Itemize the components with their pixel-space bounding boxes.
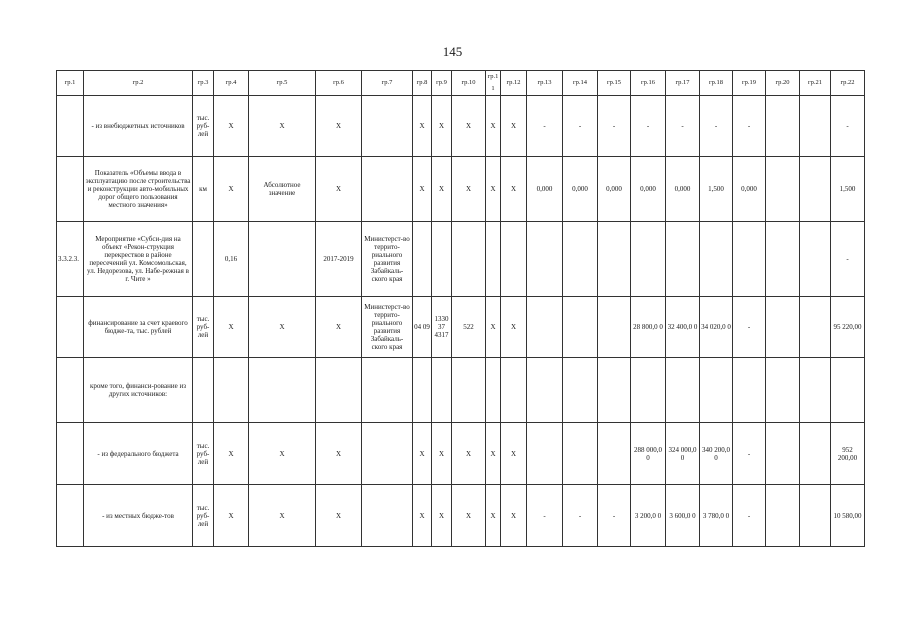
table-cell [362,485,413,547]
table-cell: X [249,96,316,157]
table-cell [563,222,598,297]
table-cell: X [432,157,452,222]
table-cell: X [214,297,249,358]
table-cell: - из федерального бюджета [84,423,193,485]
column-header: гр.2 [84,71,193,96]
table-cell [766,222,800,297]
table-cell: X [316,485,362,547]
table-cell: X [501,96,527,157]
header-row [57,71,865,96]
table-cell: - [563,96,598,157]
table-cell: Абсолютное значение [249,157,316,222]
table-cell: X [486,157,501,222]
table-cell: 0,000 [598,157,631,222]
table-cell [249,222,316,297]
column-header: гр.11 [486,71,501,96]
table-cell: 3 600,0 0 [666,485,700,547]
table-cell: - [733,485,766,547]
table-cell: 288 000,0 0 [631,423,666,485]
table-cell: 952 200,00 [831,423,865,485]
table-cell [193,222,214,297]
column-header: гр.1 [57,71,84,96]
table-cell [249,358,316,423]
table-cell: тыс. руб-лей [193,297,214,358]
table-cell [831,358,865,423]
table-cell [452,358,486,423]
table-cell [432,222,452,297]
table-cell: 3 200,0 0 [631,485,666,547]
table-cell: 340 200,0 0 [700,423,733,485]
table-cell: тыс. руб-лей [193,96,214,157]
table-cell [501,358,527,423]
table-cell: 0,000 [563,157,598,222]
table-cell: км [193,157,214,222]
table-row [57,358,865,423]
table-cell: финансирование за счет краевого бюдже-та, тыс. рублей [84,297,193,358]
table-cell: 1,500 [700,157,733,222]
table-cell: X [432,485,452,547]
table-cell: X [413,423,432,485]
table-cell: X [413,157,432,222]
table-cell [57,96,84,157]
table-cell: 34 020,0 0 [700,297,733,358]
table-cell: Министерст-во террито-риального развития Забайкаль-ского края [362,297,413,358]
table-cell: - [733,423,766,485]
table-cell: Показатель «Объемы ввода в эксплуатацию после строительства и реконструкции авто-мобильных дорог общего пользования местного значения» [84,157,193,222]
table-cell: 0,000 [527,157,563,222]
table-row [57,297,865,358]
table-cell: X [432,96,452,157]
table-cell: Министерст-во террито-риального развития Забайкаль-ского края [362,222,413,297]
table-row [57,157,865,222]
table-cell: - [666,96,700,157]
table-cell: 95 220,00 [831,297,865,358]
table-cell: - [598,485,631,547]
table-cell: X [249,297,316,358]
table-cell [527,358,563,423]
table-cell: - [733,96,766,157]
column-header: гр.6 [316,71,362,96]
table-cell: 32 400,0 0 [666,297,700,358]
column-header: гр.17 [666,71,700,96]
table-cell: X [486,485,501,547]
table-cell: - [527,485,563,547]
table-cell: X [486,297,501,358]
table-cell: тыс. руб-лей [193,423,214,485]
column-header: гр.21 [800,71,831,96]
table-cell [57,485,84,547]
column-header: гр.16 [631,71,666,96]
table-cell: - [563,485,598,547]
table-cell [766,358,800,423]
column-header: гр.15 [598,71,631,96]
column-header: гр.18 [700,71,733,96]
table-cell: X [214,423,249,485]
table-row [57,222,865,297]
table-cell [766,485,800,547]
table-cell: X [316,423,362,485]
table-cell [563,423,598,485]
column-header: гр.7 [362,71,413,96]
column-header: гр.8 [413,71,432,96]
table-row [57,423,865,485]
column-header: гр.19 [733,71,766,96]
table-cell: 28 800,0 0 [631,297,666,358]
table-cell [57,423,84,485]
table-row [57,96,865,157]
table-cell: - [831,96,865,157]
table-cell [527,297,563,358]
table-cell: 324 000,0 0 [666,423,700,485]
table-cell: - из местных бюдже-тов [84,485,193,547]
table-cell [598,297,631,358]
table-cell: X [316,96,362,157]
table-cell: кроме того, финанси-рование из других источников: [84,358,193,423]
table-cell [501,222,527,297]
table-cell [316,358,362,423]
table-cell [598,423,631,485]
table-cell: X [452,157,486,222]
table-cell [362,423,413,485]
table-cell: - [733,297,766,358]
column-header: гр.20 [766,71,800,96]
table-cell: 0,16 [214,222,249,297]
table-cell: 0,000 [666,157,700,222]
table-cell: X [452,96,486,157]
table-cell [766,297,800,358]
table-cell [666,222,700,297]
table-cell [598,358,631,423]
table-cell: X [214,96,249,157]
table-cell [362,157,413,222]
table-cell [362,96,413,157]
table-cell: X [214,157,249,222]
table-cell: X [214,485,249,547]
column-header: гр.12 [501,71,527,96]
table-cell [432,358,452,423]
table-cell [598,222,631,297]
table-cell [733,222,766,297]
table-cell: 04 09 [413,297,432,358]
table-cell [57,358,84,423]
table-cell [214,358,249,423]
table-cell [486,358,501,423]
table-cell [800,358,831,423]
table-cell [57,157,84,222]
table-cell [563,297,598,358]
table-cell: 3.3.2.3. [57,222,84,297]
column-header: гр.13 [527,71,563,96]
table-cell [413,358,432,423]
table-cell [800,96,831,157]
table-cell [631,358,666,423]
table-cell [766,423,800,485]
table-cell: X [249,485,316,547]
table-cell [766,157,800,222]
table-cell: X [501,157,527,222]
table-cell: X [413,96,432,157]
table-cell: - [631,96,666,157]
table-cell [486,222,501,297]
table-cell: X [432,423,452,485]
table-cell [666,358,700,423]
table-cell: 2017-2019 [316,222,362,297]
table-cell: 0,000 [733,157,766,222]
table-cell: - [598,96,631,157]
table-row [57,485,865,547]
table-cell [700,222,733,297]
table-cell: X [501,423,527,485]
table-cell: X [316,297,362,358]
table-cell [413,222,432,297]
table-cell: Мероприятие «Субси-дия на объект «Рекон-струкция перекрестков в районе пересечений ул. Комсомольская, ул. Недорезова, ул. Набе-режная в г. Чите » [84,222,193,297]
table-cell: тыс. руб-лей [193,485,214,547]
table-cell: X [501,297,527,358]
table-cell: 1,500 [831,157,865,222]
table-cell [563,358,598,423]
column-header: гр.14 [563,71,598,96]
table-cell: - из внебюджетных источников [84,96,193,157]
table-cell [57,297,84,358]
table-cell [193,358,214,423]
table-cell [527,222,563,297]
table-cell: X [452,423,486,485]
table-cell: 522 [452,297,486,358]
table-cell: 10 580,00 [831,485,865,547]
table-cell: X [249,423,316,485]
table-cell: X [316,157,362,222]
table-cell [800,222,831,297]
column-header: гр.4 [214,71,249,96]
table-cell: X [486,423,501,485]
table-cell [733,358,766,423]
table-cell [800,297,831,358]
table-cell [631,222,666,297]
column-header: гр.9 [432,71,452,96]
table-cell: X [452,485,486,547]
column-header: гр.3 [193,71,214,96]
table-cell: - [527,96,563,157]
table-cell [527,423,563,485]
column-header: гр.5 [249,71,316,96]
table-cell: X [501,485,527,547]
table-cell [362,358,413,423]
table-cell: X [413,485,432,547]
table-cell [800,157,831,222]
budget-table [56,70,865,547]
table-cell: 0,000 [631,157,666,222]
table-cell: 3 780,0 0 [700,485,733,547]
table-cell [700,358,733,423]
table-cell: - [831,222,865,297]
table-cell: 133037 4317 [432,297,452,358]
column-header: гр.22 [831,71,865,96]
page-number: 145 [442,44,463,59]
column-header: гр.10 [452,71,486,96]
table-cell: X [486,96,501,157]
table-cell [800,485,831,547]
table-cell: - [700,96,733,157]
table-cell [452,222,486,297]
table-cell [800,423,831,485]
table-cell [766,96,800,157]
